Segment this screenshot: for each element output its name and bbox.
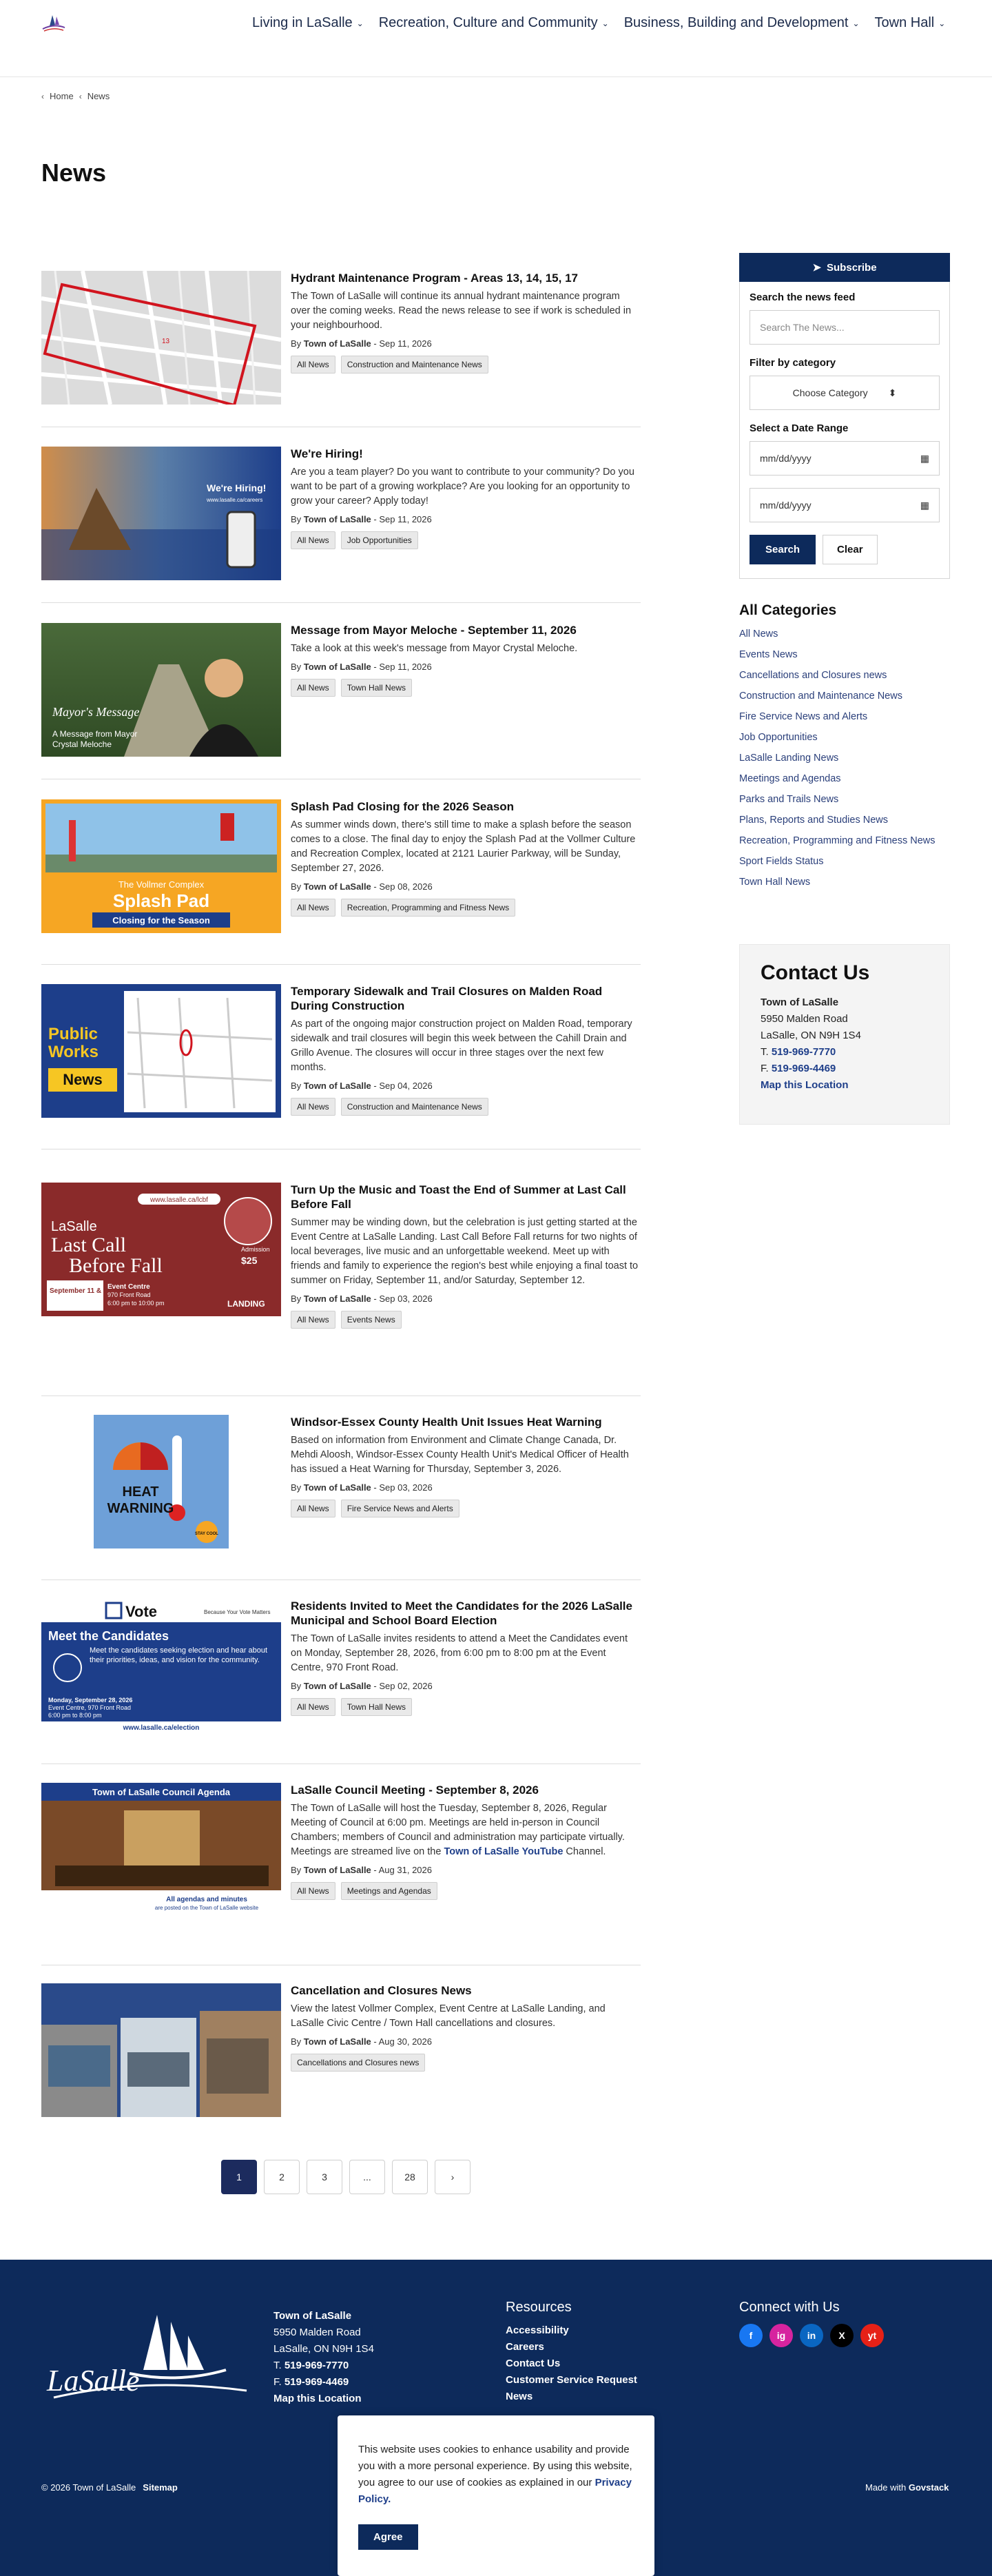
news-article [41,623,641,779]
thumb-text: A Message from Mayor [52,729,138,739]
map-image [41,271,281,405]
nav-label: Living in LaSalle [252,15,353,30]
send-icon: ➤ [812,262,822,274]
article-title[interactable]: Message from Mayor Meloche - September 11, 2026 [291,624,577,637]
tag-all-news[interactable]: All News [291,1882,335,1900]
tag-all-news[interactable]: All News [291,899,335,917]
vote-image [41,1599,281,1732]
nav-recreation[interactable] [379,15,609,31]
page-1-button[interactable]: 1 [221,2160,257,2194]
breadcrumb-news[interactable]: News [87,91,110,101]
contact-address: 5950 Malden Road [761,1013,848,1025]
article-author: Town of LaSalle [303,2036,371,2047]
contact-map-link[interactable]: Map this Location [761,1079,849,1091]
thumb-text: 970 Front Road [107,1291,151,1298]
nav-business[interactable] [624,15,860,31]
article-excerpt: View the latest Vollmer Complex, Event Centre at LaSalle Landing, and LaSalle Civic Centre / Town Hall cancellations and closures. [291,2003,606,2029]
article-excerpt [291,1801,641,1859]
cookie-banner [338,2415,654,2576]
page-2-button[interactable]: 2 [264,2160,300,2194]
article-excerpt: As summer winds down, there's still time to make a splash before the season comes to a close. The final day to enjoy the Splash Pad at the Vollmer Culture and Recreation Complex, located at 2121 Laurier Parkway, will be Sunday, September 27, 2026. [291,819,636,874]
contact-city: LaSalle, ON N9H 1S4 [761,1030,861,1041]
chevron-down-icon: ⌄ [852,18,860,28]
article-excerpt: Take a look at this week's message from Mayor Crystal Meloche. [291,643,578,654]
search-placeholder: Search The News... [760,322,845,333]
page-28-button[interactable]: 28 [392,2160,428,2194]
updown-icon: ⬍ [888,387,897,398]
category-link[interactable]: Fire Service News and Alerts [739,711,868,722]
excerpt-text: Channel. [563,1846,606,1857]
article-meta: By Town of LaSalle - Aug 31, 2026 [291,1865,432,1875]
mayor-image [41,623,281,757]
article-author: Town of LaSalle [303,1681,371,1691]
category-link[interactable]: Cancellations and Closures news [739,670,887,681]
footer-fax: 519-969-4469 [284,2376,349,2388]
article-meta: By Town of LaSalle - Aug 30, 2026 [291,2036,432,2047]
chevron-down-icon: ⌄ [356,18,364,28]
meta-by: By [291,1081,302,1091]
article-date: Sep 02, 2026 [379,1681,433,1691]
tag-town-hall[interactable]: Town Hall News [341,679,412,697]
date-range-label: Select a Date Range [750,422,849,434]
footer-made-with [865,2482,949,2493]
thumb-text: Vote [125,1603,158,1620]
date-placeholder: mm/dd/yyyy [760,500,812,511]
logo-text: LaSalle [47,2364,140,2398]
news-article [41,1415,641,1580]
news-article [41,447,641,603]
heat-warning-image [41,1415,281,1548]
tag-all-news[interactable]: All News [291,356,335,374]
nav-label: Recreation, Culture and Community [378,15,598,30]
tag-all-news[interactable]: All News [291,1698,335,1716]
thumb-text: Last Call [51,1234,127,1256]
footer-logo[interactable] [40,2301,255,2411]
category-link[interactable]: Recreation, Programming and Fitness News [739,835,936,846]
tag-construction[interactable]: Construction and Maintenance News [341,356,488,374]
category-link[interactable]: Meetings and Agendas [739,773,841,784]
thumb-text: LaSalle [51,1219,97,1234]
article-meta: By Town of LaSalle - Sep 03, 2026 [291,1294,433,1304]
article-author: Town of LaSalle [303,1081,371,1091]
hiring-image [41,447,281,580]
article-meta: By Town of LaSalle - Sep 11, 2026 [291,662,432,672]
category-link[interactable]: Job Opportunities [739,732,818,743]
footer-org: Town of LaSalle [273,2310,352,2322]
article-date: Aug 31, 2026 [378,1865,432,1875]
thumb-text: www.lasalle.ca/election [123,1724,200,1732]
article-author: Town of LaSalle [303,1294,371,1304]
thumb-text: Public [48,1025,99,1043]
pagination [221,2160,471,2194]
contact-phone-row [761,1044,929,1061]
nav-living-in-lasalle[interactable] [252,15,364,31]
category-list [739,627,950,889]
tag-all-news[interactable]: All News [291,1098,335,1116]
article-thumbnail[interactable] [41,1183,281,1316]
thumb-text: Works [48,1043,99,1061]
thumb-text: We're Hiring! [207,482,267,493]
footer-link-news[interactable]: News [506,2391,533,2402]
footer-social [739,2300,884,2347]
article-author: Town of LaSalle [303,1865,371,1875]
article-meta: By Town of LaSalle - Sep 08, 2026 [291,881,433,892]
x-icon[interactable]: X [830,2324,854,2347]
copyright-text: © 2026 Town of LaSalle [41,2482,136,2493]
phone-label: T. [761,1046,769,1058]
connect-heading: Connect with Us [739,2300,840,2315]
news-article [41,799,641,965]
page-3-button[interactable]: 3 [307,2160,342,2194]
thumb-text: Closing for the Season [112,915,210,926]
phone-label: T. [273,2360,282,2371]
category-link[interactable]: Events News [739,649,798,660]
contact-heading: Contact Us [761,961,870,984]
thumb-text: LANDING [227,1299,265,1309]
tag-all-news[interactable]: All News [291,1311,335,1329]
splash-pad-image [41,799,281,933]
lasalle-logo[interactable] [40,10,68,37]
contact-fax: 519-969-4469 [771,1063,836,1074]
article-title[interactable]: Windsor-Essex County Health Unit Issues Heat Warning [291,1415,602,1429]
article-thumbnail[interactable] [41,447,281,580]
thumb-text: 6:00 pm to 10:00 pm [107,1300,165,1307]
footer-phone[interactable]: 519-969-7770 [284,2360,349,2371]
thumb-text: 6:00 pm to 8:00 pm [48,1712,102,1719]
category-link[interactable]: LaSalle Landing News [739,753,839,764]
footer-link-service-request[interactable]: Customer Service Request [506,2374,637,2386]
council-image [41,1783,281,1916]
article-date: Sep 08, 2026 [379,881,433,892]
article-excerpt: Based on information from Environment and Climate Change Canada, Dr. Mehdi Aloosh, Windsor-Essex County Health Unit's Medical Officer of Health has issued a Heat Warning for Thursday, September 3, 2026. [291,1435,629,1475]
article-meta: By Town of LaSalle - Sep 11, 2026 [291,514,432,524]
thumb-text: Before Fall [69,1254,163,1277]
thumb-text: Monday, September 28, 2026 [48,1697,133,1704]
last-call-image [41,1183,281,1316]
tag-cancellations[interactable]: Cancellations and Closures news [291,2054,425,2072]
article-title[interactable]: Splash Pad Closing for the 2026 Season [291,800,515,813]
category-link[interactable]: Construction and Maintenance News [739,691,902,702]
meta-by: By [291,1681,302,1691]
tag-events[interactable]: Events News [341,1311,402,1329]
footer-phone-row [273,2358,374,2374]
privacy-policy-link[interactable]: Privacy Policy. [358,2477,632,2505]
chevron-down-icon: ⌄ [938,18,946,28]
news-article [41,984,641,1149]
linkedin-icon[interactable]: in [800,2324,823,2347]
news-article [41,1599,641,1764]
article-excerpt: Summer may be winding down, but the celebration is just getting started at the Event Centre at LaSalle Landing. Last Call Before Fall returns for two nights of local beverages, live music and an unforgettable weekend. Meet up with friends and family to experience the region's best while enjoying a final toast to summer on Friday, September 11, and/or Saturday, September 12. [291,1217,639,1286]
all-categories-heading: All Categories [739,602,837,618]
fax-label: F. [273,2376,282,2388]
article-meta: By Town of LaSalle - Sep 02, 2026 [291,1681,433,1691]
thumb-text: Event Centre [107,1283,150,1291]
article-title[interactable]: Residents Invited to Meet the Candidates for the 2026 LaSalle Municipal and School Board Election [291,1599,632,1627]
clear-button[interactable]: Clear [823,535,878,564]
chevron-left-icon: ‹ [41,91,44,101]
meta-by: By [291,1294,302,1304]
facebook-icon[interactable]: f [739,2324,763,2347]
article-date: Sep 11, 2026 [379,662,432,672]
article-excerpt: The Town of LaSalle invites residents to attend a Meet the Candidates event on Monday, September 28, 2026, from 6:00 pm to 8:00 pm at the Event Centre, 970 Front Road. [291,1633,628,1673]
thumb-text: STAY COOL [195,1532,218,1536]
category-label: Filter by category [750,357,836,369]
article-title[interactable]: Hydrant Maintenance Program - Areas 13, 14, 15, 17 [291,272,578,285]
tag-all-news[interactable]: All News [291,679,335,697]
resources-heading: Resources [506,2300,572,2315]
thumb-text: are posted on the Town of LaSalle website [154,1905,259,1911]
thumb-text: Town of LaSalle Council Agenda [92,1787,231,1797]
category-link[interactable]: All News [739,628,778,640]
meta-by: By [291,1482,302,1493]
article-date: Aug 30, 2026 [378,2036,432,2047]
article-author: Town of LaSalle [303,1482,371,1493]
thumb-text: Meet the Candidates [48,1629,169,1643]
page-title: News [41,159,107,187]
meta-by: By [291,881,302,892]
thumb-text: Admission [241,1246,270,1253]
category-select[interactable] [750,376,940,410]
article-excerpt: As part of the ongoing major construction project on Malden Road, temporary sidewalk and trail closures will begin this week between the Cahill Drain and Grillo Avenue. The closures will occur in three stages over the next few months. [291,1019,632,1073]
thumb-text: www.lasalle.ca/lcbf [150,1196,208,1204]
youtube-icon[interactable]: yt [860,2324,884,2347]
thumb-text: Event Centre, 970 Front Road [48,1704,132,1711]
thumb-text: The Vollmer Complex [118,879,205,890]
article-meta: By Town of LaSalle - Sep 11, 2026 [291,338,432,349]
page-ellipsis: ... [349,2160,385,2194]
breadcrumb-home[interactable]: Home [50,91,74,101]
article-title[interactable]: Turn Up the Music and Toast the End of Summer at Last Call Before Fall [291,1183,626,1211]
closures-image [41,1983,281,2117]
article-author: Town of LaSalle [303,881,371,892]
meta-by: By [291,662,302,672]
cookie-text [358,2442,634,2508]
nav-label: Business, Building and Development [623,15,849,30]
sitemap-link[interactable]: Sitemap [143,2482,178,2493]
calendar-icon[interactable]: ▦ [920,452,929,464]
article-thumbnail[interactable] [41,271,281,405]
article-thumbnail[interactable] [41,1783,281,1916]
meta-by: By [291,1865,302,1875]
tag-all-news[interactable]: All News [291,531,335,549]
govstack-link[interactable]: Govstack [908,2482,949,2493]
agree-button[interactable]: Agree [358,2524,418,2550]
sidebar [739,253,950,896]
instagram-icon[interactable]: ig [769,2324,793,2347]
tag-recreation[interactable]: Recreation, Programming and Fitness News [341,899,515,917]
contact-org: Town of LaSalle [761,996,839,1008]
fax-label: F. [761,1063,769,1074]
search-label: Search the news feed [750,292,856,303]
footer-street: 5950 Malden Road [273,2327,361,2338]
site-header [0,0,992,77]
article-thumbnail[interactable] [41,1983,281,2117]
category-value: Choose Category [792,387,868,398]
end-date-input[interactable] [750,488,940,522]
tag-job-opportunities[interactable]: Job Opportunities [341,531,418,549]
thumb-text: WARNING [107,1501,174,1516]
article-author: Town of LaSalle [303,514,371,524]
footer-copyright [41,2482,178,2493]
footer-resources [506,2300,637,2405]
article-meta: By Town of LaSalle - Sep 03, 2026 [291,1482,433,1493]
article-title[interactable]: Temporary Sidewalk and Trail Closures on Malden Road During Construction [291,985,603,1012]
youtube-link[interactable]: Town of LaSalle YouTube [444,1846,564,1857]
thumb-text: Crystal Meloche [52,739,112,749]
subscribe-label: Subscribe [827,261,877,274]
footer-map-link[interactable]: Map this Location [273,2393,362,2404]
chevron-left-icon: ‹ [79,91,82,101]
thumb-text: September 11 & 12 [50,1287,111,1295]
article-excerpt: Are you a team player? Do you want to contribute to your community? Do you want to be part of a growing workplace? Are you looking for an opportunity to grow your career? Apply today! [291,467,634,507]
article-date: Sep 11, 2026 [379,514,432,524]
article-title[interactable]: LaSalle Council Meeting - September 8, 2026 [291,1783,539,1797]
main-nav [252,15,945,31]
article-thumbnail[interactable] [41,984,281,1118]
thumb-text: Because Your Vote Matters [204,1609,271,1615]
article-title[interactable]: We're Hiring! [291,447,363,460]
thumb-text: Meet the candidates seeking election and hear about their priorities, ideas, and vision for the community. [90,1646,268,1664]
chevron-down-icon: ⌄ [601,18,609,28]
thumb-text: All agendas and minutes [166,1896,247,1903]
next-page-button[interactable]: › [435,2160,471,2194]
article-date: Sep 03, 2026 [379,1294,433,1304]
article-title[interactable]: Cancellation and Closures News [291,1984,472,1997]
thumb-text: Mayor's Message [52,705,140,719]
category-link[interactable]: Parks and Trails News [739,794,839,805]
article-author: Town of LaSalle [303,338,371,349]
nav-label: Town Hall [874,15,935,30]
thumb-text: News [63,1071,103,1088]
contact-phone[interactable]: 519-969-7770 [771,1046,836,1058]
article-excerpt: The Town of LaSalle will continue its annual hydrant maintenance program over the coming weeks. Read the news release to see if work is scheduled in your neighbourhood. [291,291,632,331]
thumb-text: Splash Pad [112,890,210,911]
article-date: Sep 11, 2026 [379,338,432,349]
search-button[interactable]: Search [750,535,816,564]
category-link[interactable]: Plans, Reports and Studies News [739,815,888,826]
map-area-label: 13 [162,338,170,345]
news-filter [739,282,950,579]
date-placeholder: mm/dd/yyyy [760,453,812,464]
nav-town-hall[interactable] [875,15,946,31]
article-date: Sep 04, 2026 [379,1081,433,1091]
tag-all-news[interactable]: All News [291,1500,335,1517]
footer-link-contact[interactable]: Contact Us [506,2358,561,2369]
news-article [41,1183,641,1396]
footer-city: LaSalle, ON N9H 1S4 [273,2343,374,2355]
thumb-text: $25 [241,1255,258,1266]
news-article [41,271,641,427]
tag-meetings[interactable]: Meetings and Agendas [341,1882,437,1900]
calendar-icon[interactable]: ▦ [920,499,929,511]
article-date: Sep 03, 2026 [379,1482,433,1493]
tag-construction[interactable]: Construction and Maintenance News [341,1098,488,1116]
footer-link-accessibility[interactable]: Accessibility [506,2324,569,2336]
breadcrumb [41,91,110,101]
footer-fax-row [273,2374,374,2391]
made-with-text: Made with [865,2482,907,2493]
start-date-input[interactable] [750,441,940,476]
cookie-message: This website uses cookies to enhance usability and provide you with a more personal experience. By using this website, you agree to our use of cookies as explained in our [358,2444,632,2488]
meta-by: By [291,514,302,524]
article-thumbnail[interactable] [41,799,281,933]
meta-by: By [291,338,302,349]
tag-town-hall[interactable]: Town Hall News [341,1698,412,1716]
article-meta: By Town of LaSalle - Sep 04, 2026 [291,1081,433,1091]
meta-by: By [291,2036,302,2047]
category-link[interactable]: Town Hall News [739,877,811,888]
footer-address [273,2308,374,2407]
news-article [41,1783,641,1965]
thumb-text: www.lasalle.ca/careers [207,497,263,503]
article-thumbnail[interactable] [41,1599,281,1732]
public-works-image [41,984,281,1118]
tag-fire-service[interactable]: Fire Service News and Alerts [341,1500,459,1517]
contact-box [739,944,950,1125]
contact-fax-row [761,1061,929,1077]
search-input[interactable] [750,310,940,345]
thumb-text: HEAT [122,1484,159,1500]
article-thumbnail[interactable] [41,1415,281,1548]
subscribe-button[interactable] [739,253,950,282]
excerpt-text: The Town of LaSalle will host the Tuesday, September 8, 2026, Regular Meeting of Council at 6:00 pm. Meetings are held in-person in Council Chambers; members of Council and administration may participate virtually. Meetings are streamed live on the [291,1803,625,1857]
article-thumbnail[interactable] [41,623,281,757]
footer-link-careers[interactable]: Careers [506,2341,544,2353]
article-author: Town of LaSalle [303,662,371,672]
category-link[interactable]: Sport Fields Status [739,856,824,867]
news-article [41,1983,641,2121]
